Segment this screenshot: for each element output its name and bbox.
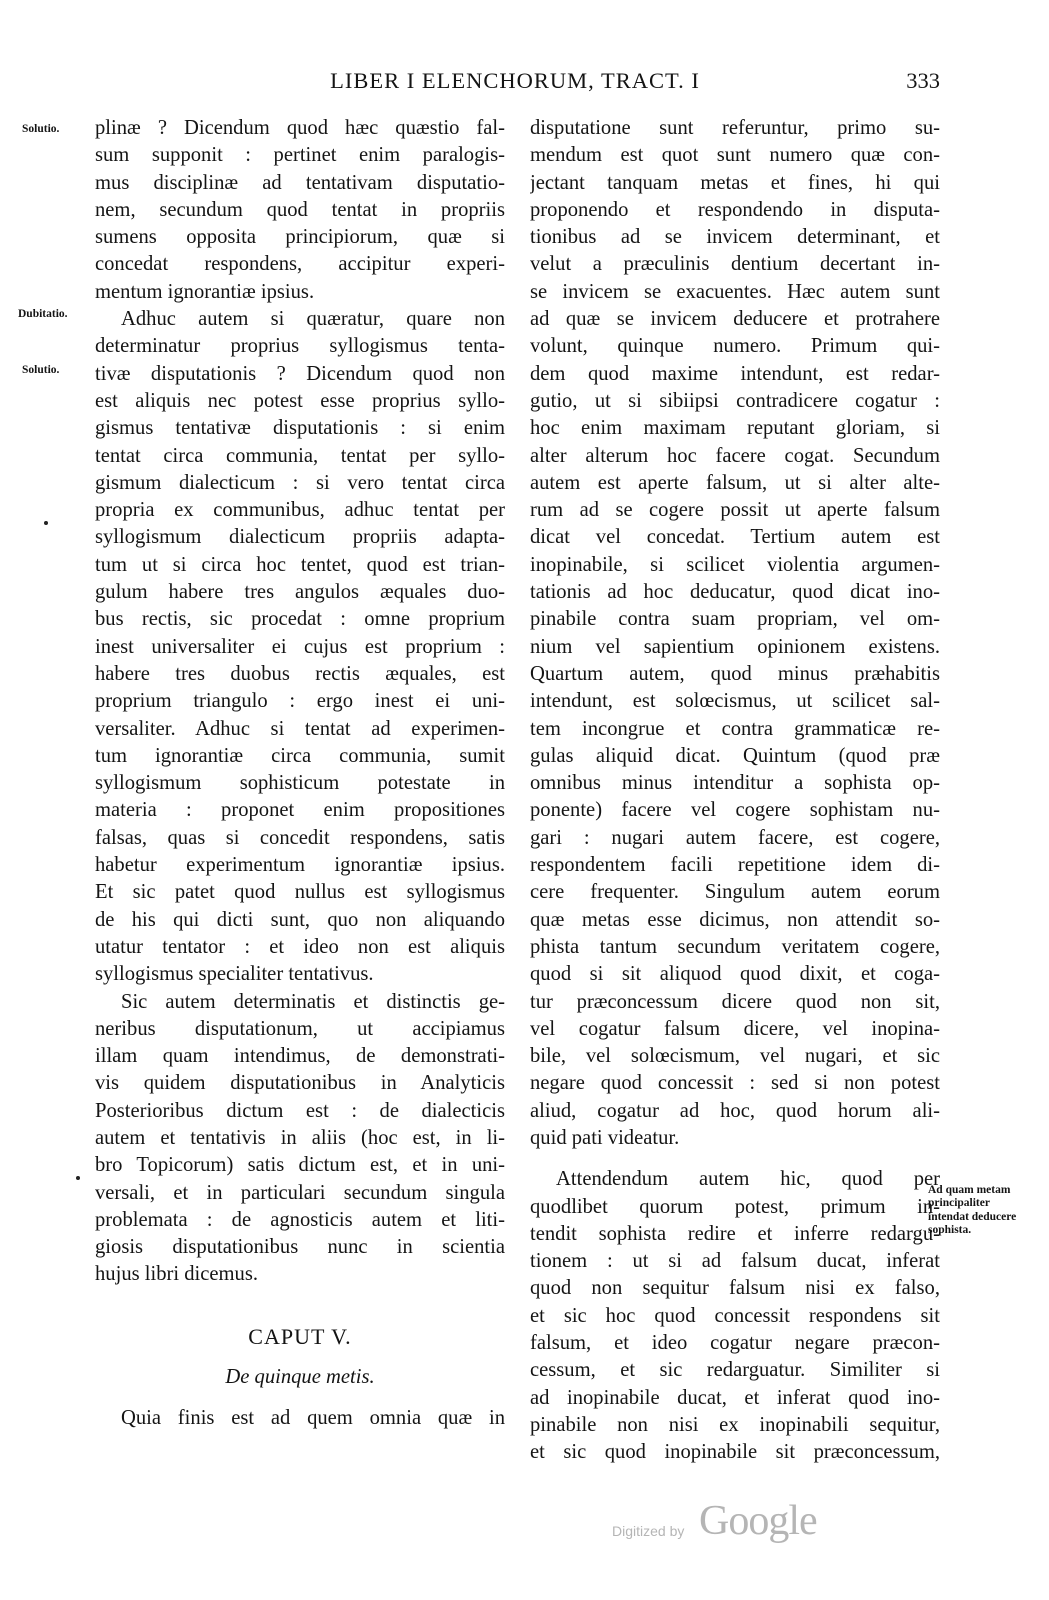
- watermark-prefix: Digitized by: [612, 1523, 685, 1539]
- text-line: dem quod maxime intendunt, est redar-: [530, 362, 940, 385]
- text-line: tionem : ut si ad falsum ducat, inferat: [530, 1250, 940, 1273]
- text-line: ad inopinabile ducat, et inferat quod ino-: [530, 1386, 940, 1409]
- text-line: quod non sequitur falsum nisi ex falso,: [530, 1277, 940, 1300]
- text-line: determinatur proprius syllogismus tenta-: [95, 335, 505, 358]
- text-line: et sic hoc quod concessit respondens sit: [530, 1304, 940, 1327]
- text-line: gismum dialecticum : si vero tentat circa: [95, 471, 505, 494]
- margin-dot: [44, 521, 48, 525]
- text-line: materia : proponet enim propositiones: [95, 799, 505, 822]
- page-header: [90, 68, 940, 102]
- text-line: vis quidem disputationibus in Analyticis: [95, 1072, 505, 1095]
- text-line: illam quam intendimus, de demonstrati-: [95, 1045, 505, 1068]
- text-line: habetur experimentum ignorantiæ ipsius.: [95, 854, 505, 877]
- text-line: bus rectis, sic procedat : omne proprium: [95, 608, 505, 631]
- page-number: 333: [906, 68, 940, 93]
- right-column: [530, 115, 940, 1467]
- text-line: intendunt, est solœcismus, ut scilicet sal-: [530, 690, 940, 713]
- text-line: mus disciplinæ ad tentativam disputatio-: [95, 171, 505, 194]
- text-line: bro Topicorum) satis dictum est, et in uni-: [95, 1154, 505, 1177]
- text-line: Quia finis est ad quem omnia quæ in: [121, 1407, 505, 1430]
- text-line: syllogismus specialiter tentativus.: [95, 963, 374, 986]
- text-line: proponendo et respondendo in disputa-: [530, 198, 940, 221]
- text-line: bile, vel solœcismum, vel nugari, et sic: [530, 1045, 940, 1068]
- text-line: inopinabile, si scilicet violentia argumen-: [530, 553, 940, 576]
- text-line: tationis ad hoc deducatur, quod dicat ino-: [530, 581, 940, 604]
- text-line: quæ metas esse dicimus, non attendit so-: [530, 908, 940, 931]
- text-line: proprium triangulo : ergo inest ei uni-: [95, 690, 505, 713]
- text-line: disputatione sunt referuntur, primo su-: [530, 117, 940, 139]
- text-line: jectant tanquam metas et fines, hi qui: [530, 171, 940, 194]
- text-line: tur præconcessum dicere quod non sit,: [530, 990, 940, 1013]
- text-line: Sic autem determinatis et distinctis ge-: [121, 990, 505, 1013]
- text-line: pinabile non nisi ex inopinabili sequitur,: [530, 1413, 940, 1436]
- text-line: quodlibet quorum potest, primum in-: [530, 1195, 940, 1218]
- running-head: LIBER I ELENCHORUM, TRACT. I: [330, 68, 700, 93]
- margin-note-right: Ad quam metam principaliter intendat deducere sophista.: [928, 1184, 1017, 1237]
- text-line: giosis disputationibus nunc in scientia: [95, 1236, 505, 1259]
- text-line: sumens opposita principiorum, quæ si: [95, 226, 505, 249]
- text-line: tem incongrue et contra grammaticæ re-: [530, 717, 940, 740]
- text-line: vel cogatur falsum dicere, vel inopina-: [530, 1017, 940, 1040]
- text-line: se invicem se exacuentes. Hæc autem sunt: [530, 280, 940, 303]
- text-line: nem, secundum quod tentat in propriis: [95, 198, 505, 221]
- text-line: hujus libri dicemus.: [95, 1263, 259, 1286]
- text-line: volunt, quinque numero. Primum qui-: [530, 335, 940, 358]
- chapter-title: CAPUT V.: [248, 1323, 352, 1349]
- text-line: mentum ignorantiæ ipsius.: [95, 280, 315, 303]
- text-line: falsum, et ideo cogatur negare præcon-: [530, 1332, 940, 1355]
- text-line: versali, et in particulari secundum singula: [95, 1181, 505, 1204]
- margin-dot: [76, 1176, 80, 1180]
- text-line: neribus disputationum, ut accipiamus: [95, 1017, 505, 1040]
- text-line: versaliter. Adhuc si tentat ad experimen-: [95, 717, 505, 740]
- text-line: inest universaliter ei cujus est proprium :: [95, 635, 505, 658]
- text-line: pinabile contra suam propriam, vel om-: [530, 608, 940, 631]
- text-line: Adhuc autem si quæratur, quare non: [121, 308, 505, 331]
- margin-note-solutio: Solutio.: [22, 364, 60, 376]
- text-line: syllogismum sophisticum potestate in: [95, 772, 505, 795]
- text-line: propria ex communibus, adhuc tentat per: [95, 499, 505, 522]
- text-line: tionibus ad se invicem determinant, et: [530, 226, 940, 249]
- text-line: quod si sit aliquod quod dixit, et coga-: [530, 963, 940, 986]
- text-line: cessum, et sic redarguatur. Similiter si: [530, 1359, 940, 1382]
- text-line: cere frequenter. Singulum autem eorum: [530, 881, 940, 904]
- text-line: negare quod concessit : sed si non potest: [530, 1072, 940, 1095]
- google-logo: Google: [699, 1498, 817, 1544]
- text-line: est aliquis nec potest esse proprius syllo-: [95, 389, 505, 412]
- text-line: Et sic patet quod nullus est syllogismus: [95, 881, 505, 904]
- text-line: autem est aperte falsum, ut si alter alte-: [530, 471, 940, 494]
- text-line: tentat circa communia, tentat per syllo-: [95, 444, 505, 467]
- text-line: quid pati videatur.: [530, 1126, 680, 1149]
- text-line: utatur tentator : et ideo non est aliquis: [95, 935, 505, 958]
- text-line: gulum habere tres angulos æquales duo-: [95, 581, 505, 604]
- text-line: de his qui dicti sunt, quo non aliquando: [95, 908, 505, 931]
- text-line: gutio, ut si sibiipsi contradicere cogatur :: [530, 389, 940, 412]
- margin-note-solutio: Solutio.: [22, 123, 60, 135]
- text-line: ponente) facere vel cogere sophistam nu-: [530, 799, 940, 822]
- text-line: habere tres duobus rectis æquales, est: [95, 662, 505, 685]
- text-line: ad quæ se invicem deducere et protrahere: [530, 308, 940, 331]
- text-line: hoc enim maximam reputant gloriam, si: [530, 417, 940, 440]
- text-line: syllogismum dialecticum propriis adapta-: [95, 526, 505, 549]
- text-line: concedat respondens, accipitur experi-: [95, 253, 505, 276]
- text-line: Posterioribus dictum est : de dialecticis: [95, 1099, 505, 1122]
- text-line: aliud, cogatur ad hoc, quod horum ali-: [530, 1099, 940, 1122]
- text-line: rum ad se cogere possit ut aperte falsum: [530, 499, 940, 522]
- text-line: Quartum autem, quod minus præhabitis: [530, 662, 940, 685]
- text-line: tendit sophista redire et inferre redargu-: [530, 1222, 940, 1245]
- text-line: tum ignorantiæ circa communia, sumit: [95, 744, 505, 767]
- text-line: Attendendum autem hic, quod per: [556, 1168, 940, 1191]
- text-line: et sic quod inopinabile sit præconcessum,: [530, 1441, 940, 1464]
- text-line: falsas, quas si concedit respondens, satis: [95, 826, 505, 849]
- digitized-watermark: [612, 1497, 832, 1547]
- chapter-subtitle: De quinque metis.: [225, 1366, 375, 1389]
- text-line: gari : nugari autem facere, est cogere,: [530, 826, 940, 849]
- text-line: respondentem facili repetitione idem di-: [530, 854, 940, 877]
- text-line: dicat vel concedat. Tertium autem est: [530, 526, 940, 549]
- text-line: nium vel sapientium opinionem existens.: [530, 635, 940, 658]
- text-line: velut a præculinis dentium decertant in-: [530, 253, 940, 276]
- text-line: sum supponit : pertinet enim paralogis-: [95, 144, 505, 167]
- margin-note-dubitatio: Dubitatio.: [18, 308, 68, 320]
- text-line: gulas aliquid dicat. Quintum (quod præ: [530, 744, 940, 767]
- text-line: plinæ ? Dicendum quod hæc quæstio fal-: [95, 117, 505, 139]
- text-line: gismus tentativæ disputationis : si enim: [95, 417, 505, 440]
- text-line: mendum est quot sunt numero quæ con-: [530, 144, 940, 167]
- text-line: omnibus minus intenditur a sophista op-: [530, 772, 940, 795]
- text-line: autem et tentativis in aliis (hoc est, in li-: [95, 1126, 505, 1149]
- left-column: [95, 115, 505, 1433]
- text-line: phista tantum secundum veritatem cogere,: [530, 935, 940, 958]
- text-line: tum ut si circa hoc tentet, quod est trian-: [95, 553, 505, 576]
- text-line: problemata : de agnosticis autem et liti-: [95, 1208, 505, 1231]
- text-line: tivæ disputationis ? Dicendum quod non: [95, 362, 505, 385]
- text-line: alter alterum hoc facere cogat. Secundum: [530, 444, 940, 467]
